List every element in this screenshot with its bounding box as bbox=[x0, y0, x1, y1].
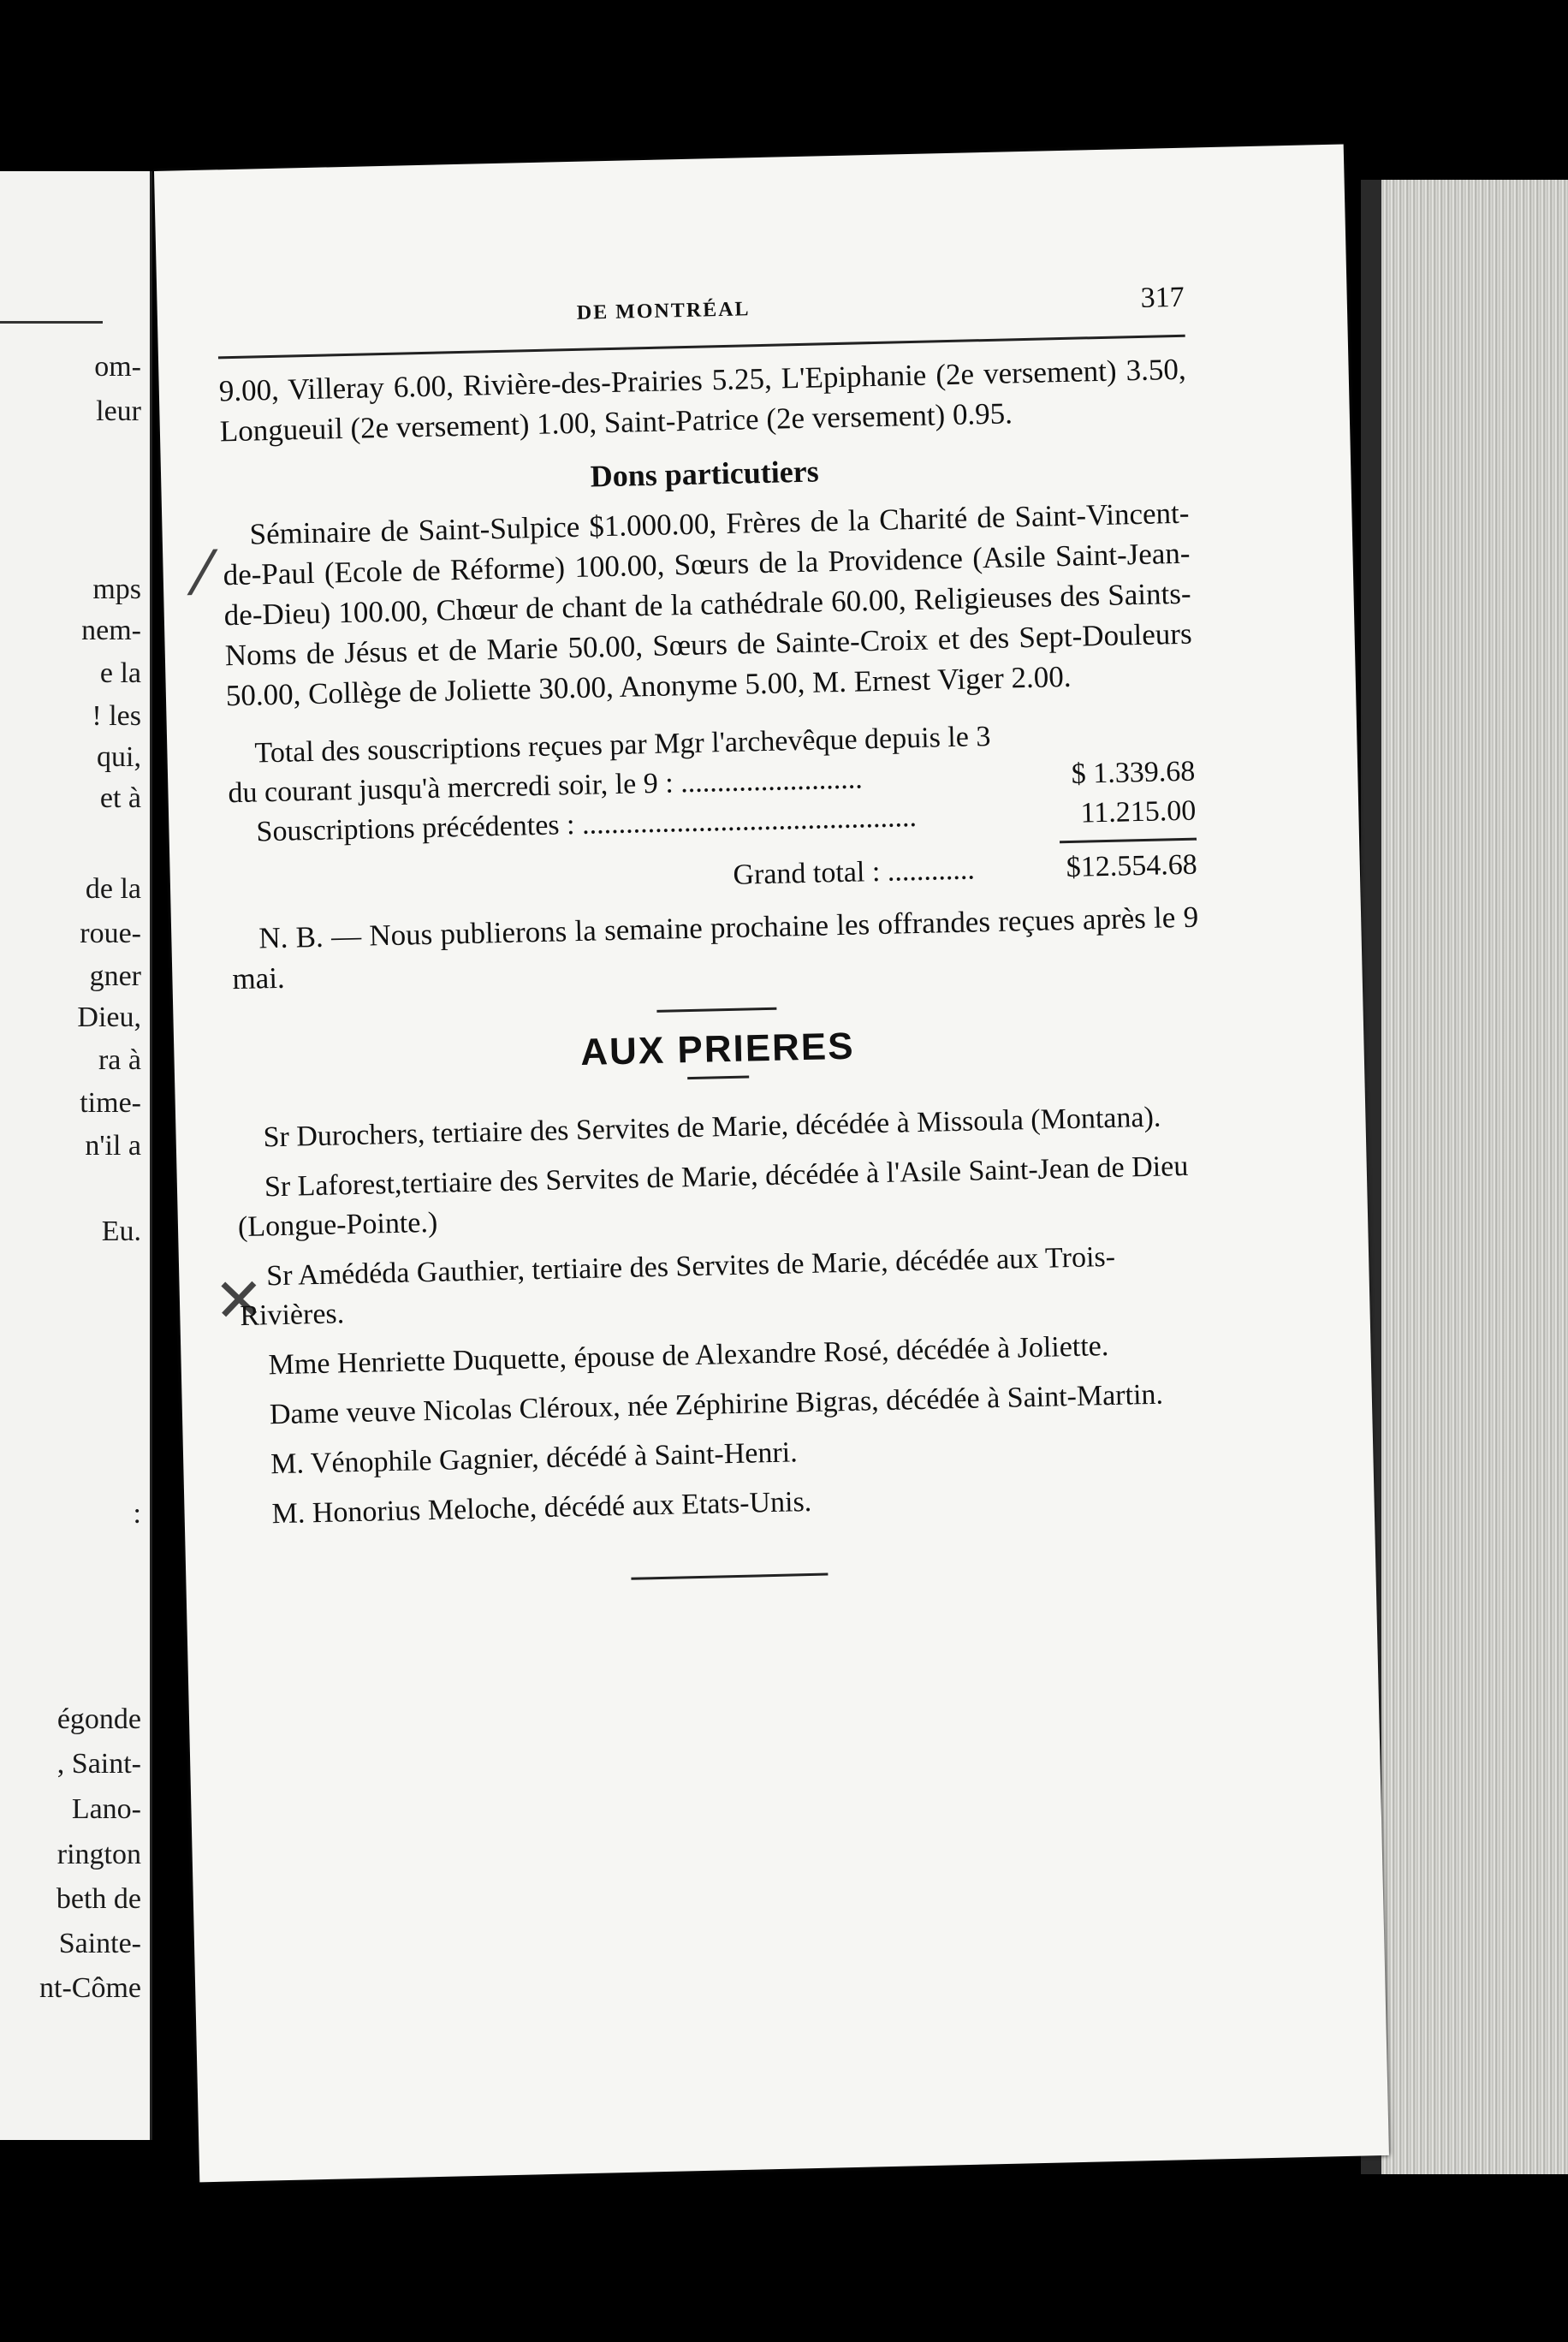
book-page bbox=[154, 144, 1389, 2182]
left-page-fragment: e la bbox=[99, 657, 141, 689]
page-number: 317 bbox=[1140, 281, 1185, 314]
book-page-edges bbox=[1361, 180, 1568, 2174]
prieres-heading: AUX PRIERES bbox=[579, 1025, 856, 1073]
left-page-fragment: qui, bbox=[97, 741, 141, 773]
grand-total-amount: $12.554.68 bbox=[1066, 848, 1198, 884]
totals-line-1: Total des souscriptions reçues par Mgr l'archevêque depuis le 3 bbox=[254, 721, 991, 770]
header-title: DE MONTRÉAL bbox=[576, 298, 751, 324]
grand-total-label: Grand total : ............ bbox=[733, 853, 976, 891]
left-page-fragment: et à bbox=[99, 782, 141, 814]
totals-line-3-label: Souscriptions précédentes : .............................................. bbox=[256, 800, 918, 848]
left-page-fragment: leur bbox=[96, 395, 141, 427]
end-rule bbox=[631, 1573, 828, 1580]
prieres-rule bbox=[687, 1076, 749, 1080]
prieres-entry: Sr Laforest,tertiaire des Servites de Marie, décédée à l'Asile Saint-Jean de Dieu (Longue-Pointe.) bbox=[237, 1150, 1189, 1244]
left-page-fragment: Lano- bbox=[71, 1793, 141, 1825]
left-page-fragment: nt-Côme bbox=[39, 1972, 141, 2004]
left-page-fragment: time- bbox=[80, 1087, 141, 1119]
totals-block bbox=[227, 713, 1197, 907]
prieres-entry: Mme Henriette Duquette, épouse de Alexandre Rosé, décédée à Joliette. bbox=[268, 1330, 1109, 1382]
prieres-list bbox=[235, 1097, 1212, 1535]
left-page-fragment: roue- bbox=[80, 918, 141, 949]
dons-heading: Dons particutiers bbox=[590, 454, 820, 494]
note-paragraph: N. B. — Nous publierons la semaine prochaine les offrandes reçues après le 9 mai. bbox=[231, 900, 1199, 996]
left-page bbox=[0, 171, 152, 2140]
left-page-fragment: Dieu, bbox=[77, 1002, 141, 1033]
totals-amount-1: $ 1.339.68 bbox=[1071, 755, 1196, 790]
prieres-entry: Sr Amédéda Gauthier, tertiaire des Servites de Marie, décédée aux Trois-Rivières. bbox=[239, 1240, 1116, 1333]
left-page-fragment: Eu. bbox=[101, 1216, 141, 1247]
left-page-fragment: , Saint- bbox=[56, 1748, 141, 1780]
section-divider bbox=[656, 1008, 776, 1013]
left-page-fragment: égonde bbox=[56, 1703, 141, 1735]
left-page-fragment: n'il a bbox=[85, 1130, 141, 1162]
totals-line-2-label: du courant jusqu'à mercredi soir, le 9 : ......................... bbox=[228, 763, 864, 810]
pencil-cross-mark: ✕ bbox=[213, 1264, 265, 1336]
left-page-fragment: rington bbox=[56, 1839, 141, 1870]
intro-paragraph: 9.00, Villeray 6.00, Rivière-des-Prairies 5.25, L'Epiphanie (2e versement) 3.50, Longueuil (2e versement) 1.00, Saint-Patrice (2e versement) 0.95. bbox=[218, 352, 1186, 449]
left-page-fragment: : bbox=[133, 1498, 141, 1530]
left-page-fragment: mps bbox=[92, 574, 141, 605]
grand-total-row bbox=[229, 846, 1197, 907]
prieres-entry: M. Vénophile Gagnier, décédé à Saint-Henri. bbox=[270, 1436, 799, 1481]
left-page-fragment: Sainte- bbox=[58, 1928, 141, 1959]
left-page-fragment: om- bbox=[94, 351, 141, 383]
left-page-fragment: beth de bbox=[56, 1883, 141, 1915]
left-page-rule bbox=[0, 321, 103, 324]
dons-paragraph: Séminaire de Saint-Sulpice $1.000.00, Frères de la Charité de Saint-Vincent-de-Paul (Ecole de Réforme) 100.00, Sœurs de la Providence (Asile Saint-Jean-de-Dieu) 100.00, Chœur de chant de la cathédrale 60.00, Religieuses des Saints-Noms de Jésus et de Marie 50.00, Sœurs de Sainte-Croix et des Sept-Douleurs 50.00, Collège de Joliette 30.00, Anonyme 5.00, M. Ernest Viger 2.00. bbox=[223, 496, 1193, 713]
pencil-mark: ⁄ bbox=[196, 538, 209, 609]
prieres-entry: M. Honorius Meloche, décédé aux Etats-Unis. bbox=[271, 1485, 812, 1531]
left-page-fragment: ! les bbox=[92, 700, 141, 732]
left-page-fragment: de la bbox=[85, 873, 141, 905]
sum-rule bbox=[1060, 838, 1197, 844]
left-page-fragment: nem- bbox=[81, 615, 141, 646]
left-page-fragment: gner bbox=[89, 960, 141, 992]
prieres-entry: Sr Durochers, tertiaire des Servites de Marie, décédée à Missoula (Montana). bbox=[263, 1101, 1161, 1154]
page-content bbox=[217, 276, 1213, 1589]
totals-amount-2: 11.215.00 bbox=[1080, 794, 1197, 829]
left-page-fragment: ra à bbox=[98, 1044, 141, 1076]
prieres-entry: Dame veuve Nicolas Cléroux, née Zéphirine Bigras, décédée à Saint-Martin. bbox=[269, 1378, 1164, 1431]
